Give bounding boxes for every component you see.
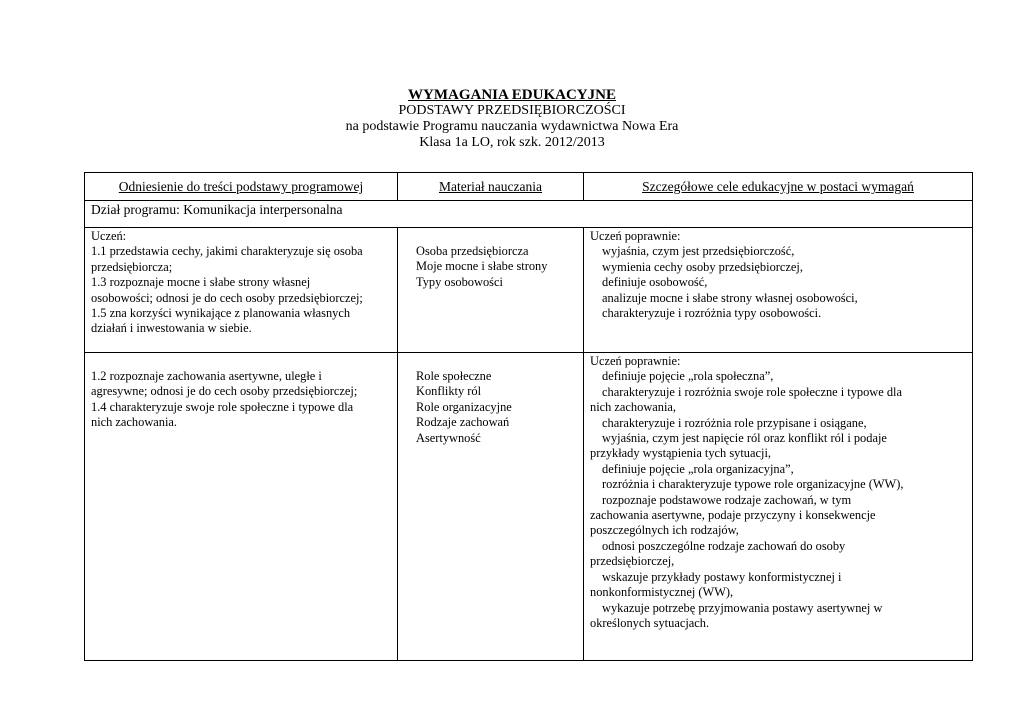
reference-line: 1.3 rozpoznaje mocne i słabe strony własnej bbox=[91, 275, 311, 290]
table-row bbox=[85, 228, 973, 353]
goal-item: wskazuje przykłady postawy konformistycznej i bbox=[602, 569, 842, 584]
program-basis: na podstawie Programu nauczania wydawnictwa Nowa Era bbox=[345, 119, 679, 134]
requirements-table bbox=[84, 172, 973, 661]
material-item: Role organizacyjne bbox=[416, 399, 512, 414]
material-item: Moje mocne i słabe strony bbox=[416, 259, 548, 274]
reference-line: Uczeń: bbox=[91, 229, 127, 243]
material-cell bbox=[398, 228, 584, 353]
material-item: Asertywność bbox=[416, 430, 481, 445]
reference-cell bbox=[85, 353, 398, 661]
goal-continuation: przykłady wystąpienia tych sytuacji, bbox=[590, 446, 771, 461]
reference-line: 1.4 charakteryzuje swoje role społeczne i typowe dla bbox=[91, 399, 354, 414]
goal-continuation: poszczególnych ich rodzajów, bbox=[590, 523, 739, 538]
goals-cell bbox=[584, 228, 973, 353]
reference-line: osobowości; odnosi je do cech osoby przedsiębiorczej; bbox=[91, 290, 363, 305]
goal-item: definiuje pojęcie „rola organizacyjna”, bbox=[602, 461, 794, 476]
goal-continuation: określonych sytuacjach. bbox=[590, 615, 710, 630]
class-year: Klasa 1a LO, rok szk. 2012/2013 bbox=[419, 135, 605, 150]
reference-line: nich zachowania. bbox=[91, 415, 178, 430]
document-title: WYMAGANIA EDUKACYJNE bbox=[408, 87, 616, 103]
material-item: Role społeczne bbox=[416, 369, 492, 383]
goal-item: definiuje osobowość, bbox=[602, 275, 708, 290]
goal-item: wykazuje potrzebę przyjmowania postawy asertywnej w bbox=[602, 600, 883, 615]
goal-continuation: przedsiębiorczej, bbox=[590, 554, 675, 569]
reference-line: 1.2 rozpoznaje zachowania asertywne, uległe i bbox=[91, 369, 322, 383]
goal-continuation: nich zachowania, bbox=[590, 400, 677, 415]
column-header-material: Materiał nauczania bbox=[398, 173, 584, 201]
column-header-goals: Szczegółowe cele edukacyjne w postaci wymagań bbox=[584, 173, 973, 201]
goal-item: rozróżnia i charakteryzuje typowe role organizacyjne (WW), bbox=[602, 477, 904, 492]
goal-item: rozpoznaje podstawowe rodzaje zachowań, w tym bbox=[602, 492, 852, 507]
goals-intro: Uczeń poprawnie: bbox=[590, 229, 681, 243]
reference-cell bbox=[85, 228, 398, 353]
goal-item: wymienia cechy osoby przedsiębiorczej, bbox=[602, 259, 803, 274]
material-item: Konflikty ról bbox=[416, 384, 482, 399]
table-header-row bbox=[85, 173, 973, 201]
subject-name: PODSTAWY PRZEDSIĘBIORCZOŚCI bbox=[398, 103, 626, 118]
material-item: Rodzaje zachowań bbox=[416, 415, 510, 430]
goal-item: charakteryzuje i rozróżnia role przypisane i osiągane, bbox=[602, 415, 867, 430]
document-header bbox=[0, 87, 1024, 151]
reference-line: 1.1 przedstawia cechy, jakimi charakteryzuje się osoba bbox=[91, 244, 363, 259]
column-header-reference: Odniesienie do treści podstawy programowej bbox=[85, 173, 398, 201]
goal-item: charakteryzuje i rozróżnia swoje role społeczne i typowe dla bbox=[602, 384, 902, 399]
goals-cell bbox=[584, 353, 973, 661]
reference-line: agresywne; odnosi je do cech osoby przedsiębiorczej; bbox=[91, 384, 358, 399]
goal-item: wyjaśnia, czym jest napięcie ról oraz konflikt ról i podaje bbox=[602, 431, 887, 446]
goal-item: definiuje pojęcie „rola społeczna”, bbox=[602, 369, 774, 384]
goals-intro: Uczeń poprawnie: bbox=[590, 354, 681, 368]
material-item: Typy osobowości bbox=[416, 274, 503, 289]
goal-item: wyjaśnia, czym jest przedsiębiorczość, bbox=[602, 244, 795, 259]
goal-continuation: nonkonformistycznej (WW), bbox=[590, 585, 734, 600]
goal-item: odnosi poszczególne rodzaje zachowań do osoby bbox=[602, 538, 846, 553]
goal-item: analizuje mocne i słabe strony własnej osobowości, bbox=[602, 290, 858, 305]
material-cell bbox=[398, 353, 584, 661]
reference-line: 1.5 zna korzyści wynikające z planowania własnych bbox=[91, 306, 351, 321]
material-item: Osoba przedsiębiorcza bbox=[416, 244, 529, 258]
goal-item: charakteryzuje i rozróżnia typy osobowości. bbox=[602, 306, 822, 321]
reference-line: działań i inwestowania w siebie. bbox=[91, 321, 252, 336]
section-row bbox=[85, 201, 973, 228]
section-title: Dział programu: Komunikacja interpersonalna bbox=[85, 201, 973, 228]
goal-continuation: zachowania asertywne, podaje przyczyny i konsekwencje bbox=[590, 508, 876, 523]
table-row bbox=[85, 353, 973, 661]
reference-line: przedsiębiorcza; bbox=[91, 259, 173, 274]
